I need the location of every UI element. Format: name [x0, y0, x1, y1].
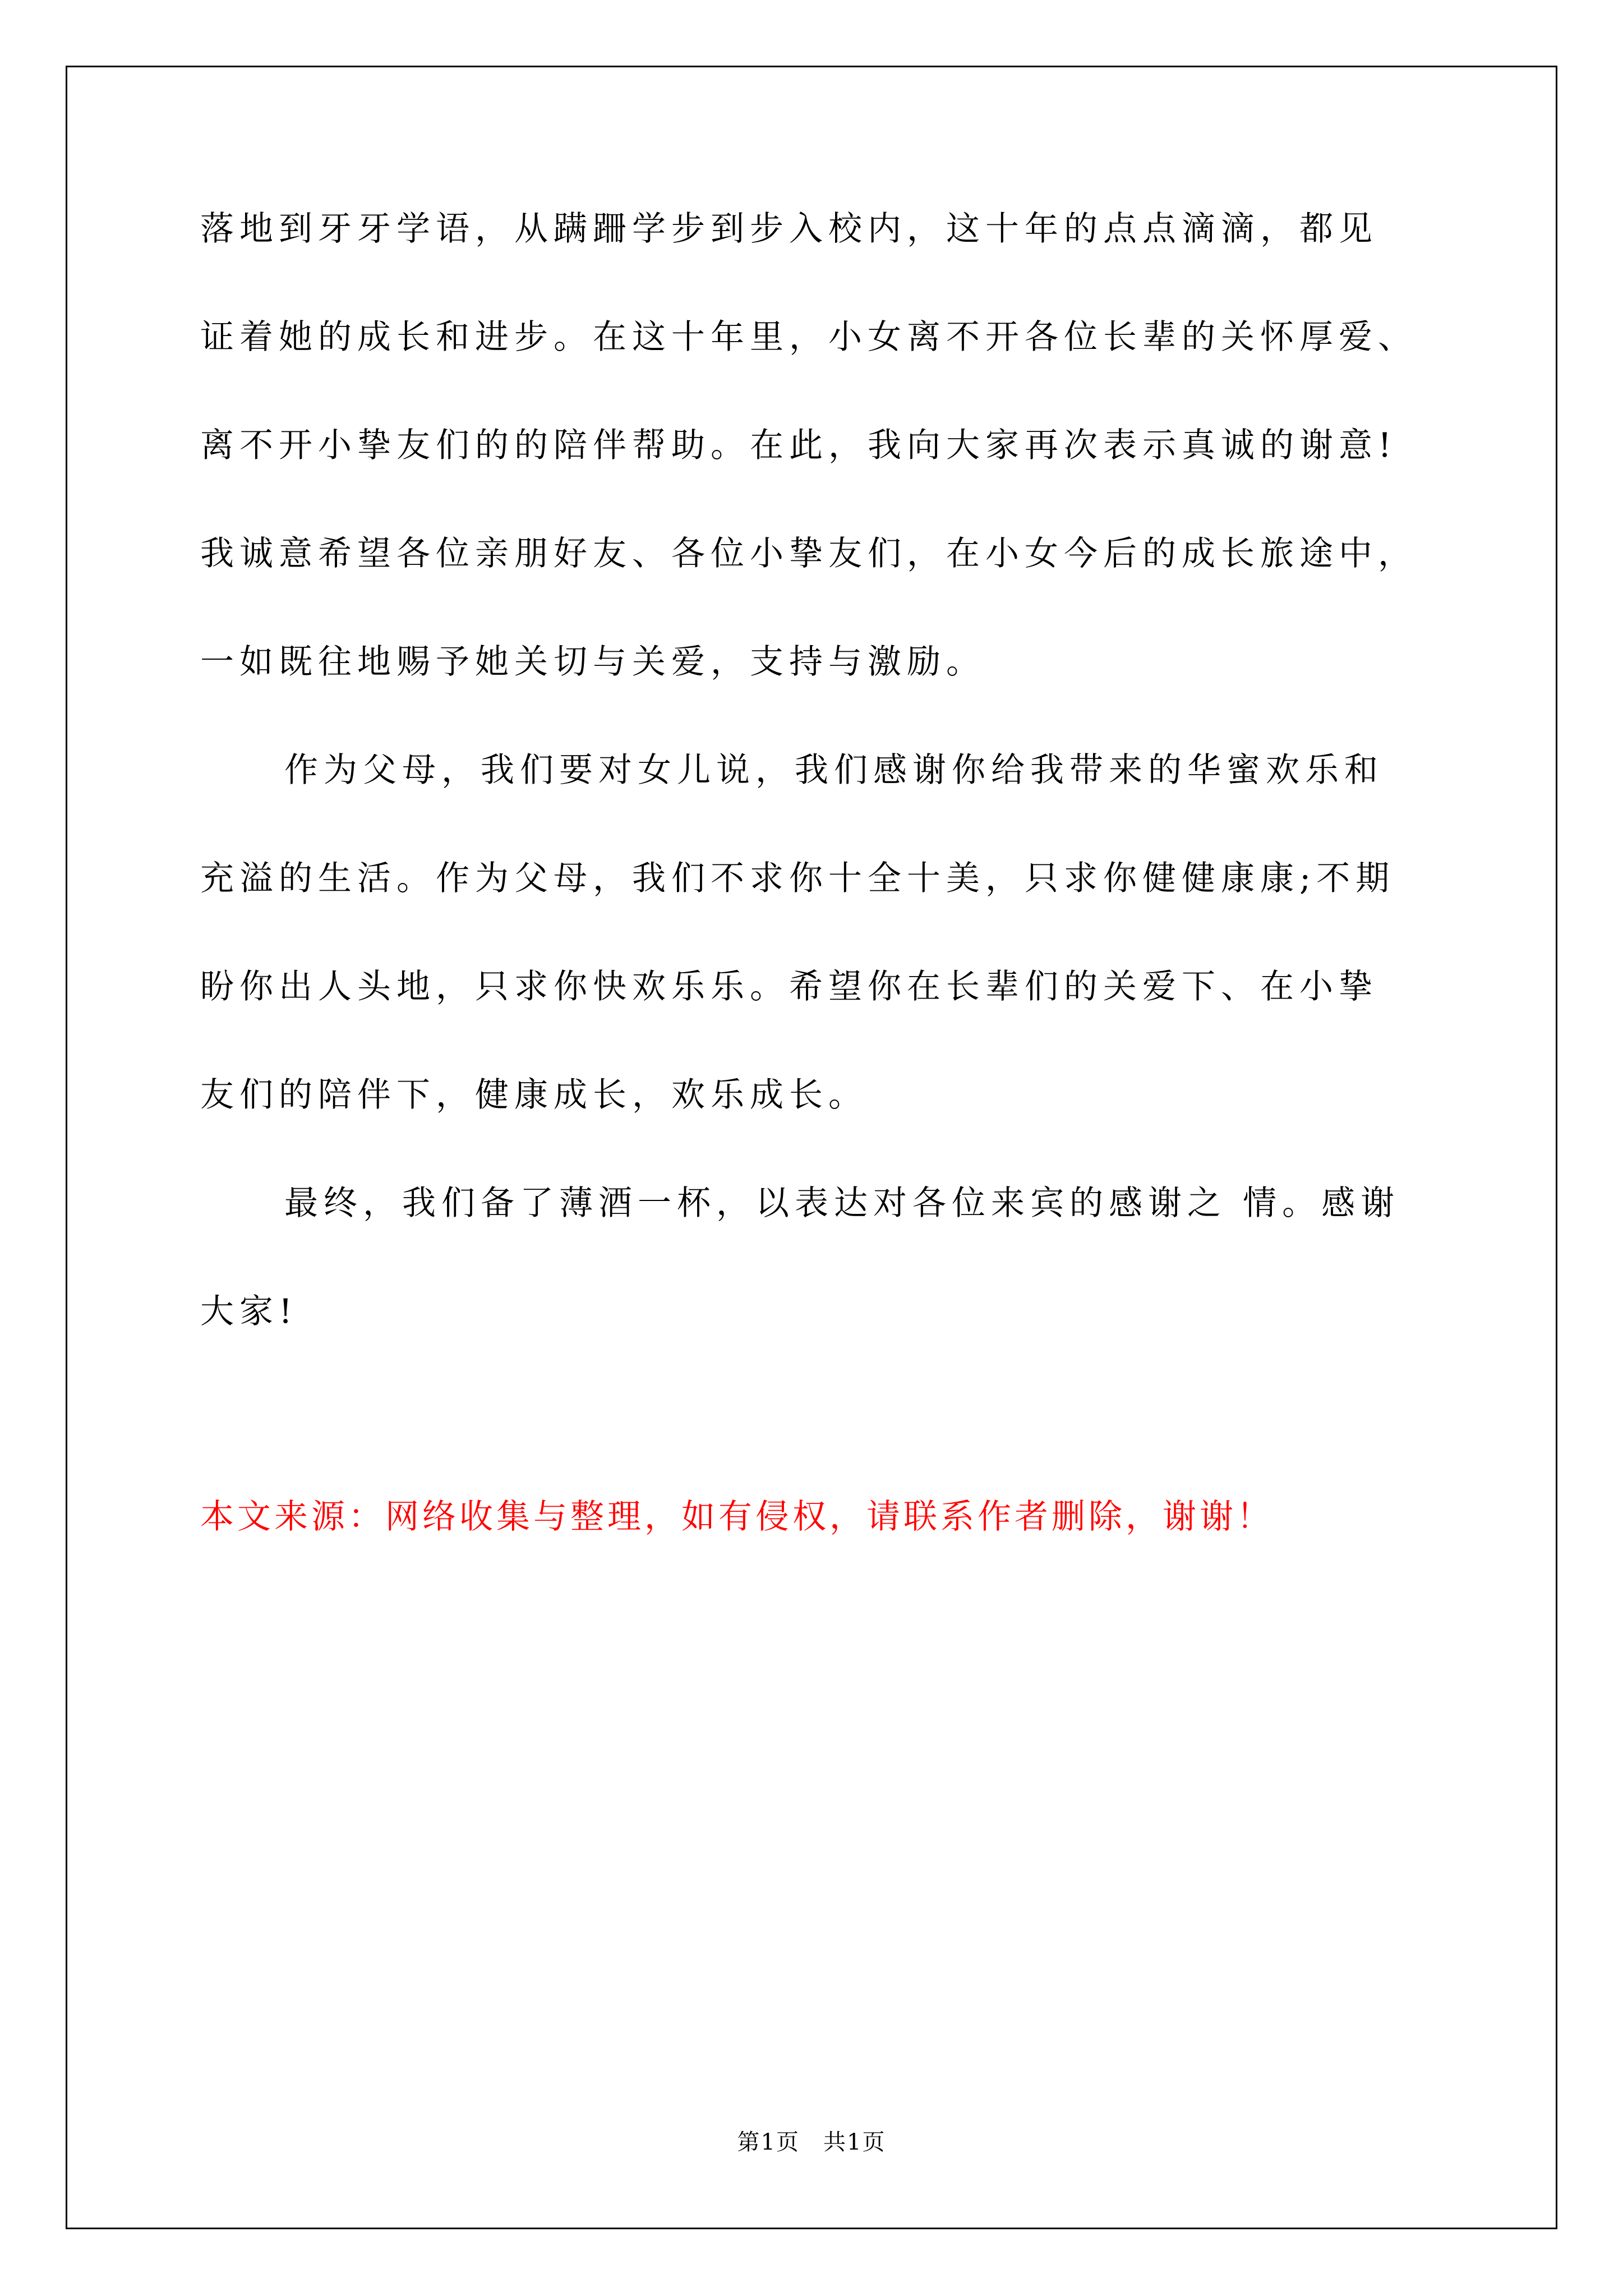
text-line: 作为父母，我们要对女儿说，我们感谢你给我带来的华蜜欢乐和 — [284, 751, 1384, 790]
text-line: 我诚意希望各位亲朋好友、各位小挚友们，在小女今后的成长旅途中， — [200, 534, 1417, 573]
paragraph — [200, 209, 1468, 682]
text-line: 大家! — [200, 1292, 298, 1331]
text-line: 友们的陪伴下，健康成长，欢乐成长。 — [200, 1075, 868, 1115]
text-line: 盼你出人头地，只求你快欢乐乐。希望你在长辈们的关爱下、在小挚 — [200, 967, 1378, 1006]
text-line: 充溢的生活。作为父母，我们不求你十全十美，只求你健健康康;不期 — [200, 859, 1395, 898]
text-line: 离不开小挚友们的的陪伴帮助。在此，我向大家再次表示真诚的谢意! — [200, 426, 1398, 465]
page-footer: 第1页 共1页 — [737, 2129, 886, 2155]
paragraph — [200, 751, 1468, 1115]
paragraph — [200, 1184, 1468, 1331]
text-line: 证着她的成长和进步。在这十年里，小女离不开各位长辈的关怀厚爱、 — [200, 318, 1417, 357]
text-line: 最终，我们备了薄酒一杯，以表达对各位来宾的感谢之 情。感谢 — [284, 1184, 1400, 1223]
document-body — [200, 209, 1468, 1331]
text-line: 落地到牙牙学语，从蹒跚学步到步入校内，这十年的点点滴滴，都见 — [200, 209, 1378, 249]
text-line: 一如既往地赐予她关切与关爱，支持与激励。 — [200, 642, 985, 682]
source-note: 本文来源：网络收集与整理，如有侵权，请联系作者删除，谢谢！ — [200, 1497, 1274, 1536]
